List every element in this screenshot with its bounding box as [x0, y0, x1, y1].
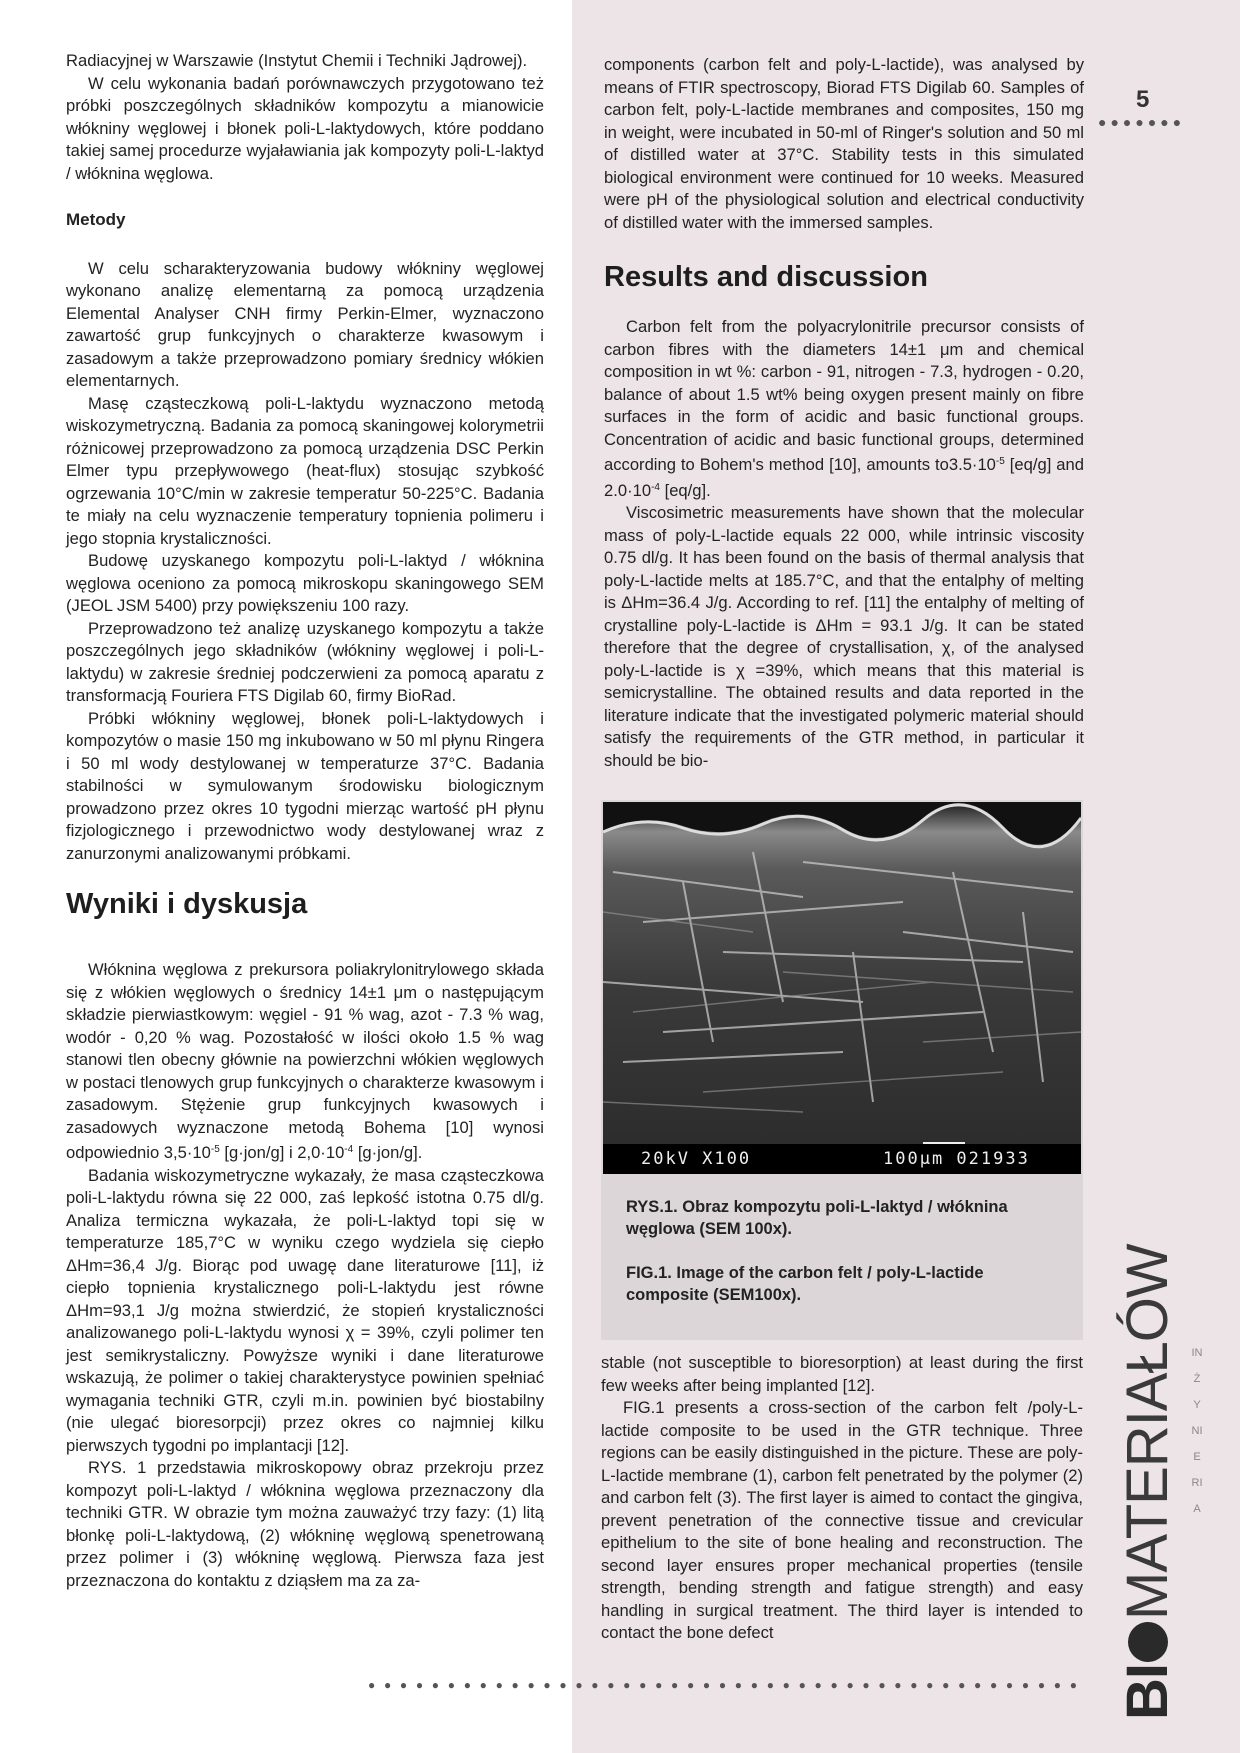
right-p2-text-e: [eq/g].	[659, 480, 711, 500]
sem-image	[603, 802, 1081, 1174]
right-p2-text-a: Carbon felt from the polyacrylonitrile precursor consists of carbon fibres with the diameters 14±1 μm and chemical composition in wt %: carbon - 91, nitrogen - 7.3, hydrogen - 0.20, balance of about 1.5 wt% being oxygen present mainly on fibre surfaces in the form of acidic and basic functional groups. Concentration of acidic and basic functional groups, determined according to Bohem's method [10], amounts to3.5·10	[604, 317, 1084, 474]
right-paragraph-5: FIG.1 presents a cross-section of the carbon felt /poly-L-lactide composite to be used in the GTR technique. Three regions can be easily distinguished in the picture. These are poly-L-lactide membrane (1), carbon felt penetrated by the polymer (2) and carbon felt (3). The first layer is aimed to contact the gingiva, prevent penetration of the connective tissue and crevicular epithelium to the site of bone healing and reconstruction. The second layer ensures proper mechanical properties (tensile strength, bending strength and fatigue strength) and easy handling in surgical treatment. The third layer is intended to contact the bone defect	[601, 1398, 1083, 1642]
right-column-bottom	[601, 1352, 1083, 1645]
journal-brand-vertical	[1115, 1244, 1198, 1720]
figure-caption-pl: RYS.1. Obraz kompozytu poli-L-laktyd / włóknina węglowa (SEM 100x).	[626, 1198, 1008, 1238]
journal-brand-logo	[1115, 1244, 1180, 1720]
methods-subheading: Metody	[66, 210, 126, 229]
right-paragraph-1: components (carbon felt and poly-L-lactide), was analysed by means of FTIR spectroscopy, Biorad FTS Digilab 60. Samples of carbon felt, poly-L-lactide membranes and composites, 150 mg in weight, were incubated in 50-ml of Ringer's solution and 50 ml of distilled water at 37°C. Stability tests in this simulated biological environment were continued for 10 weeks. Measured were pH of the physiological solution and electrical conductivity of distilled water with the immersed samples.	[604, 55, 1084, 232]
results-heading-pl: Wyniki i dyskusja	[66, 888, 308, 920]
left-paragraph-1: Radiacyjnej w Warszawie (Instytut Chemii i Techniki Jądrowej).	[66, 51, 528, 70]
right-p2-sup-2: -4	[651, 481, 660, 493]
brand-bi: BI	[1115, 1664, 1180, 1720]
left-column	[66, 50, 544, 1592]
right-paragraph-4: stable (not susceptible to bioresorption) at least during the first few weeks after being implanted [12].	[601, 1353, 1083, 1395]
right-p2-sup-1: -5	[995, 456, 1005, 467]
right-paragraph-3: Viscosimetric measurements have shown that the molecular mass of poly-L-lactide equals 22 000, while intrinsic viscosity 0.75 dl/g. It has been found on the basis of thermal analysis that poly-L-lactide melts at 185.7°C, and that the entalphy of melting is ΔHm=36.4 J/g. According to ref. [11] the entalphy of melting of crystalline poly-L-lactide is ΔHm = 93.1 J/g. It can be stated therefore that the degree of crystallisation, χ, of the analysed poly-L-lactide is χ =39%, which means that this material is semicrystalline. The obtained results and data reported in the literature indicate that the investigated polymeric material should satisfy the requirements of the GTR method, in particular it should be bio-	[604, 503, 1084, 770]
left-p8-text-c: [g·jon/g] i 2,0·10	[219, 1143, 345, 1162]
brand-materialow: MATERIAŁÓW	[1115, 1244, 1180, 1620]
left-paragraph-9: Badania wiskozymetryczne wykazały, że masa cząsteczkowa poli-L-laktydu równa się 22 000, zaś lepkość istotna 0.75 dl/g. Analiza termiczna wykazała, że poli-L-laktyd topi się w temperaturze 185,7°C w wyniku czego wydziela się ciepło ΔHm=36,4 J/g. Biorąc pod uwagę dane literaturowe [11], iż ciepło topnienia krystalicznego poli-L-laktydu jest równe ΔHm=93,1 J/g można stwierdzić, że stopień krystaliczności analizowanego poli-L-laktydu wynosi χ = 39%, czyli polimer ten jest semikrystaliczny. Powyższe wyniki i dane literaturowe wskazują, że polimer o takiej charakterystyce powinien spełniać wymagania techniki GTR, czyli m.in. powinien być biostabilny (nie ulegać bioresorpcji) przez okres co najmniej kilku pierwszych tygodni po implantacji [12].	[66, 1165, 544, 1455]
page-number: 5	[1136, 86, 1150, 113]
brand-o-circle-icon	[1128, 1622, 1168, 1662]
left-paragraph-3: W celu scharakteryzowania budowy włókniny węglowej wykonano analizę elementarną za pomocą urządzenia Elemental Analyser CNH firmy Perkin-Elmer, wyznaczono zawartość grup funkcyjnych o charakterze kwasowym i zasadowym a także przeprowadzono pomiary średnicy włókien elementarnych.	[66, 258, 544, 390]
right-column-top	[604, 54, 1084, 772]
left-p8-sup-1: -5	[210, 1144, 220, 1155]
left-p8-sup-2: -4	[344, 1144, 354, 1155]
results-heading-en: Results and discussion	[604, 261, 928, 293]
left-paragraph-5: Budowę uzyskanego kompozytu poli-L-laktyd / włóknina węglowa oceniono za pomocą mikroskopu skaningowego SEM (JEOL JSM 5400) przy powiększeniu 100 razy.	[66, 551, 544, 615]
dots-decoration-top: ●●●●●●●	[1098, 114, 1186, 130]
left-paragraph-6: Przeprowadzono też analizę uzyskanego kompozytu a także poszczególnych jego składników (włókniny węglowej i poli-L-laktydu) w zakresie średniej podczerwieni za pomocą aparatu z transformacją Fouriera FTS Digilab 60, firmy BioRad.	[66, 618, 544, 705]
left-p8-text-a: Włóknina węglowa z prekursora poliakrylonitrylowego składa się z włókien węglowych o średnicy 14±1 μm o następującym składzie pierwiastkowym: węgiel - 91 % wag, azot - 7.3 % wag, wodór - 0,20 % wag. Pozostałość w ilości około 1.5 % wag stanowi tlen obecny głównie na powierzchni włókien węglowych w postaci tlenowych grup funkcyjnych o charakterze kwasowym i zasadowym. Stężenie grup funkcyjnych kwasowych i zasadowych wyznaczone metodą Bohema [10] wynosi odpowiednio 3,5·10	[66, 960, 544, 1162]
left-paragraph-2: W celu wykonania badań porównawczych przygotowano też próbki poszczególnych składników kompozytu a mianowicie włókniny węglowej i błonek poli-L-laktydowych, które poddano takiej samej procedurze wyjaławiania jak kompozyty poli-L-laktyd / włóknina węglowa.	[66, 73, 544, 183]
journal-inzynieria: INŻYNIERIA	[1191, 1347, 1203, 1515]
right-p2-text-c: [eq/g] and 2.0·10	[604, 455, 1084, 500]
sem-scale-id: 100μm 021933	[883, 1149, 1030, 1169]
left-paragraph-4: Masę cząsteczkową poli-L-laktydu wyznaczono metodą wiskozymetryczną. Badania za pomocą skaningowej kolorymetrii różnicowej przeprowadzono za pomocą urządzenia DSC Perkin Elmer typu przepływowego (heat-flux) stosując szybkość ogrzewania 10°C/min w zakresie temperatur 50-225°C. Badania te miały na celu wyznaczenie temperatury topnienia polimeru i jego stopnia krystaliczności.	[66, 393, 544, 548]
figure-caption-en: FIG.1. Image of the carbon felt / poly-L-lactide composite (SEM100x).	[626, 1264, 984, 1304]
sem-voltage-magnification: 20kV X100	[641, 1149, 752, 1169]
left-paragraph-8	[66, 959, 544, 1165]
right-paragraph-2	[604, 316, 1084, 502]
dots-decoration-bottom: ●●●●●●●●●●●●●●●●●●●●●●●●●●●●●●●●●●●●●●●●●●●●●	[368, 1678, 1086, 1692]
left-paragraph-10: RYS. 1 przedstawia mikroskopowy obraz przekroju przez kompozyt poli-L-laktyd / włóknina węglowa przeznaczony dla techniki GTR. W obrazie tym można zauważyć trzy fazy: (1) litą błonkę poli-L-laktydową, (2) włókninę węglową spenetrowaną przez polimer i (3) włókninę węglową. Pierwsza faza jest przeznaczona do kontaktu z dziąsłem ma za za-	[66, 1458, 544, 1590]
left-paragraph-7: Próbki włókniny węglowej, błonek poli-L-laktydowych i kompozytów o masie 150 mg inkubowano w 50 ml płynu Ringera i 50 ml wody destylowanej w temperaturze 37°C. Badania stabilności w symulowanym środowisku biologicznym prowadzono przez okres 10 tygodni mierząc wartość pH płynu fizjologicznego i przewodnictwo wody destylowanej wraz z zanurzonymi analizowanymi próbkami.	[66, 708, 544, 863]
sem-micrograph	[603, 802, 1081, 1174]
sem-info-bar	[603, 1144, 1081, 1174]
left-p8-text-e: [g·jon/g].	[353, 1143, 423, 1162]
